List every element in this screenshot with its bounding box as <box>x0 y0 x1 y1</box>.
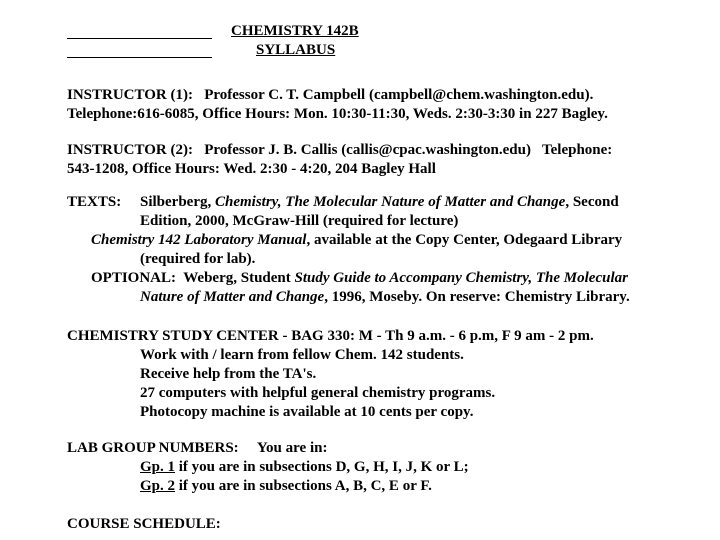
instructor2-phone-label: Telephone: <box>541 142 613 158</box>
lab-groups-line <box>67 439 327 458</box>
group-1-text: if you are in subsections D, G, H, I, J, K or L; <box>175 459 469 475</box>
manual-title: Chemistry 142 Laboratory Manual <box>91 232 307 248</box>
book1-title: Chemistry, The Molecular Nature of Matter and Change <box>215 194 566 210</box>
instructor1-line2: Telephone:616-6085, Office Hours: Mon. 10:30-11:30, Weds. 2:30-3:30 in 227 Bagley. <box>67 106 608 122</box>
course-schedule-heading: COURSE SCHEDULE: <box>67 516 221 532</box>
syllabus-title: SYLLABUS <box>256 42 336 58</box>
texts-manual-line1 <box>91 231 622 250</box>
book1-author: Silberberg, <box>140 194 215 210</box>
manual-tail: , available at the Copy Center, Odegaard Library <box>306 232 623 248</box>
texts-optional-line2 <box>140 288 630 307</box>
study-center-item: 27 computers with helpful general chemistry programs. <box>140 385 496 401</box>
texts-book1-line2: Edition, 2000, McGraw-Hill (required for lecture) <box>140 213 459 229</box>
group-1-link[interactable]: Gp. 1 <box>140 459 176 475</box>
instructor1-email[interactable]: (campbell@chem.washington.edu). <box>368 87 594 103</box>
study-center-heading: CHEMISTRY STUDY CENTER - BAG 330: M - Th 9 a.m. - 6 p.m, F 9 am - 2 pm. <box>67 328 594 344</box>
optional-title: Study Guide to Accompany Chemistry, The Molecular <box>294 270 628 286</box>
optional-label: OPTIONAL: <box>91 270 177 286</box>
study-center-item: Work with / learn from fellow Chem. 142 students. <box>140 347 464 363</box>
instructor1-label: INSTRUCTOR (1): <box>67 87 193 103</box>
instructor2-line2: 543-1208, Office Hours: Wed. 2:30 - 4:20, 204 Bagley Hall <box>67 161 436 177</box>
instructor1-name: Professor C. T. Campbell <box>204 87 366 103</box>
instructor2-email[interactable]: (callis@cpac.washington.edu) <box>341 142 531 158</box>
lab-groups-heading: LAB GROUP NUMBERS: <box>67 440 239 456</box>
texts-optional-line1 <box>91 269 628 288</box>
blank-line-1 <box>67 38 212 39</box>
optional-tail: , 1996, Moseby. On reserve: Chemistry Library. <box>324 289 630 305</box>
study-center-item: Receive help from the TA's. <box>140 366 317 382</box>
texts-manual-line2: (required for lab). <box>140 251 256 267</box>
texts-book1-line1 <box>140 193 619 212</box>
lab-groups-intro: You are in: <box>256 440 328 456</box>
course-title: CHEMISTRY 142B <box>231 23 359 39</box>
instructor2-name: Professor J. B. Callis <box>204 142 338 158</box>
blank-line-2 <box>67 57 212 58</box>
instructor2-line1 <box>67 141 612 160</box>
group-2-link[interactable]: Gp. 2 <box>140 478 176 494</box>
lab-group-row <box>140 458 469 477</box>
instructor1-line1 <box>67 86 593 105</box>
lab-group-row <box>140 477 432 496</box>
texts-label: TEXTS: <box>67 194 122 210</box>
group-2-text: if you are in subsections A, B, C, E or F. <box>175 478 432 494</box>
optional-title2: Nature of Matter and Change <box>140 289 325 305</box>
instructor2-label: INSTRUCTOR (2): <box>67 142 193 158</box>
study-center-item: Photocopy machine is available at 10 cents per copy. <box>140 404 474 420</box>
book1-tail: , Second <box>565 194 619 210</box>
optional-author: Weberg, Student <box>176 270 295 286</box>
